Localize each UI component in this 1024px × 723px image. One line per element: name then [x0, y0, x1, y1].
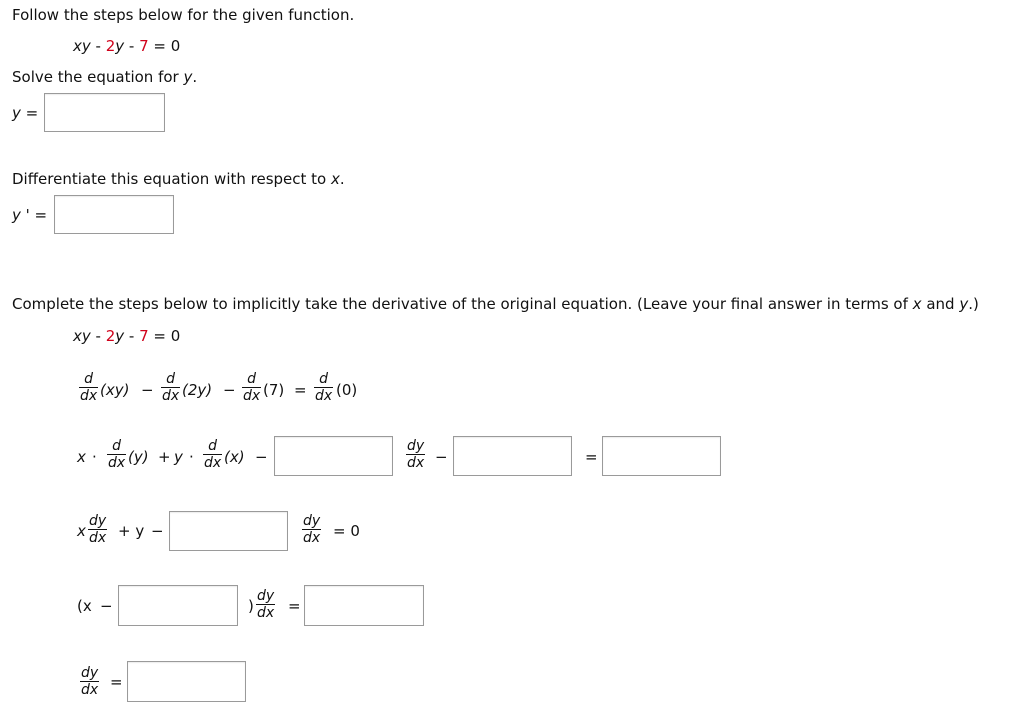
step3-plus-y: + y: [118, 522, 145, 540]
step1-ddx-4: [314, 371, 333, 404]
oeq-minus-1: -: [90, 327, 106, 345]
step2-plus: +: [158, 448, 171, 466]
eq-xy: xy: [73, 37, 91, 55]
frac-num: dy: [407, 438, 425, 454]
frac-den: dx: [81, 682, 99, 698]
step3-x: x: [77, 522, 86, 540]
frac-den: dx: [243, 388, 261, 404]
frac-den: dx: [162, 388, 180, 404]
frac-num: d: [112, 438, 122, 454]
step1-ddx-2: [161, 371, 180, 404]
step3-answer-box[interactable]: [169, 511, 288, 551]
frac-num: dy: [89, 513, 107, 529]
frac-den: dx: [315, 388, 333, 404]
step4-eq: =: [288, 597, 301, 615]
diff-prompt-period: .: [339, 170, 345, 188]
eq-minus-2: -: [124, 37, 140, 55]
implicit-prompt-pre: Complete the steps below to implicitly take the derivative of the original equation. (Leave your final answer in terms of: [12, 295, 913, 313]
step2-dot-2: ·: [189, 448, 194, 466]
oeq-coef: 2: [105, 327, 116, 345]
step4-open: (x: [77, 597, 92, 615]
oeq-const: 7: [139, 327, 149, 345]
step2-ddx-2: [203, 438, 222, 471]
step3-eq0: = 0: [333, 522, 360, 540]
step2-answer-input-1[interactable]: [275, 437, 392, 475]
step2-answer-input-2[interactable]: [454, 437, 571, 475]
step1-op2: −: [223, 381, 236, 399]
implicit-prompt: [12, 295, 979, 313]
step2-dydx: [406, 438, 425, 471]
step2-answer-input-3[interactable]: [603, 437, 720, 475]
y-answer-box[interactable]: [44, 93, 165, 132]
step2-argy: (y): [128, 448, 149, 466]
frac-den: dx: [303, 530, 321, 546]
solve-prompt: [12, 68, 197, 86]
implicit-prompt-y: y: [959, 295, 969, 313]
frac-num: d: [166, 371, 176, 387]
solve-prompt-text: Solve the equation for: [12, 68, 184, 86]
oeq-minus-2: -: [124, 327, 140, 345]
implicit-prompt-x: x: [912, 295, 922, 313]
step4-answer-input-1[interactable]: [119, 586, 237, 625]
step2-eq: =: [585, 448, 598, 466]
yprime-answer-input[interactable]: [55, 196, 173, 233]
frac-num: dy: [81, 665, 99, 681]
step2-argx: (x): [224, 448, 245, 466]
frac-den: dx: [80, 388, 98, 404]
diff-prompt: [12, 170, 345, 188]
step2-minus: −: [255, 448, 268, 466]
step2-answer-box-3[interactable]: [602, 436, 721, 476]
frac-num: d: [319, 371, 329, 387]
frac-num: d: [84, 371, 94, 387]
step2-ddx-1: [107, 438, 126, 471]
step3-dydx: [88, 513, 107, 546]
step3-dydx-2: [302, 513, 321, 546]
step5-eq: =: [110, 673, 123, 691]
intro-text: Follow the steps below for the given function.: [12, 6, 355, 24]
step2-answer-box-1[interactable]: [274, 436, 393, 476]
step2-dot-1: ·: [92, 448, 97, 466]
diff-prompt-text: Differentiate this equation with respect to: [12, 170, 332, 188]
step4-minus: −: [100, 597, 113, 615]
given-equation: [73, 37, 180, 55]
frac-den: dx: [257, 605, 275, 621]
step3-minus: −: [151, 522, 164, 540]
step1-op1: −: [141, 381, 154, 399]
frac-den: dx: [108, 455, 126, 471]
step2-minus-2: −: [435, 448, 448, 466]
step4-close: ): [248, 597, 254, 615]
diff-prompt-var: x: [331, 170, 340, 188]
step1-arg4: (0): [336, 381, 358, 399]
frac-num: d: [208, 438, 218, 454]
step2-answer-box-2[interactable]: [453, 436, 572, 476]
step1-arg2: (2y): [182, 381, 213, 399]
solve-prompt-period: .: [192, 68, 198, 86]
y-label: y =: [12, 104, 39, 122]
frac-num: d: [247, 371, 257, 387]
implicit-prompt-and: and: [921, 295, 960, 313]
y-answer-input[interactable]: [45, 94, 164, 131]
frac-den: dx: [89, 530, 107, 546]
step2-y: y: [174, 448, 183, 466]
eq-rest: = 0: [148, 37, 181, 55]
step1-ddx-1: [79, 371, 98, 404]
eq-minus-1: -: [90, 37, 106, 55]
implicit-prompt-post: .): [968, 295, 979, 313]
step4-answer-input-2[interactable]: [305, 586, 423, 625]
frac-den: dx: [204, 455, 222, 471]
yprime-label: y ' =: [12, 206, 48, 224]
step4-answer-box-1[interactable]: [118, 585, 238, 626]
step3-answer-input[interactable]: [170, 512, 287, 550]
step1-eq: =: [294, 381, 307, 399]
step5-answer-input[interactable]: [128, 662, 245, 701]
eq-const: 7: [139, 37, 149, 55]
frac-num: dy: [257, 588, 275, 604]
step1-arg1: (xy): [100, 381, 130, 399]
step2-x: x: [77, 448, 86, 466]
frac-num: dy: [303, 513, 321, 529]
step4-dydx: [256, 588, 275, 621]
solve-prompt-var: y: [183, 68, 193, 86]
oeq-xy: xy: [73, 327, 91, 345]
step1-ddx-3: [242, 371, 261, 404]
eq-coef: 2: [105, 37, 116, 55]
oeq-y: y: [115, 327, 125, 345]
frac-den: dx: [407, 455, 425, 471]
step1-arg3: (7): [263, 381, 285, 399]
step4-answer-box-2[interactable]: [304, 585, 424, 626]
oeq-rest: = 0: [148, 327, 181, 345]
eq-y: y: [115, 37, 125, 55]
original-equation: [73, 327, 180, 345]
step5-dydx: [80, 665, 99, 698]
step5-answer-box[interactable]: [127, 661, 246, 702]
yprime-answer-box[interactable]: [54, 195, 174, 234]
